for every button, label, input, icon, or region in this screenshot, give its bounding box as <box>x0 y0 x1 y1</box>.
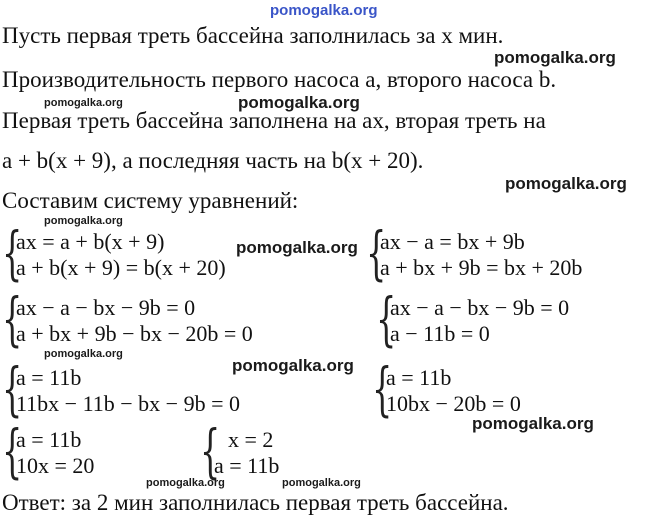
brace: { <box>2 355 23 423</box>
equation: ax − a = bx + 9b <box>380 229 525 254</box>
brace: { <box>200 417 221 485</box>
equation: a = 11b <box>214 453 280 478</box>
watermark: pomogalka.org <box>236 238 358 257</box>
equation: a = 11b <box>386 365 452 390</box>
brace: { <box>2 417 23 485</box>
text-line-1: Пусть первая треть бассейна заполнилась за x мин. <box>2 23 504 48</box>
watermark: pomogalka.org <box>472 414 594 433</box>
equation: ax − a − bx − 9b = 0 <box>16 295 196 320</box>
watermark: pomogalka.org <box>505 174 627 193</box>
equation: a + bx + 9b − bx − 20b = 0 <box>16 321 253 346</box>
watermark: pomogalka.org <box>146 477 225 489</box>
equation: a + bx + 9b = bx + 20b <box>380 255 583 280</box>
equation: a − 11b = 0 <box>390 321 490 346</box>
watermark: pomogalka.org <box>238 93 360 112</box>
watermark: pomogalka.org <box>282 477 361 489</box>
equation: a + b(x + 9) = b(x + 20) <box>16 255 226 280</box>
equation: a = 11b <box>16 365 82 390</box>
equation: 10bx − 20b = 0 <box>386 391 521 416</box>
brace: { <box>376 285 397 353</box>
equation: ax − a − bx − 9b = 0 <box>390 295 570 320</box>
brace: { <box>2 219 23 287</box>
equation: ax = a + b(x + 9) <box>16 229 165 254</box>
watermark: pomogalka.org <box>232 356 354 375</box>
brace: { <box>372 355 393 423</box>
equation: 11bx − 11b − bx − 9b = 0 <box>16 391 240 416</box>
watermark: pomogalka.org <box>44 215 123 227</box>
text-line-4: a + b(x + 9), а последняя часть на b(x + 20). <box>2 148 424 173</box>
equation: a = 11b <box>16 427 82 452</box>
watermark: pomogalka.org <box>44 97 123 109</box>
text-line-5: Составим систему уравнений: <box>2 188 299 213</box>
brace: { <box>366 219 387 287</box>
watermark: pomogalka.org <box>494 48 616 67</box>
text-line-2: Производительность первого насоса a, второго насоса b. <box>2 67 557 92</box>
answer-line: Ответ: за 2 мин заполнилась первая треть бассейна. <box>2 490 509 515</box>
equation: 10x = 20 <box>16 453 95 478</box>
brace: { <box>2 285 23 353</box>
watermark-top: pomogalka.org <box>270 2 378 19</box>
text-line-3: Первая треть бассейна заполнена на ax, вторая треть на <box>2 108 546 133</box>
watermark: pomogalka.org <box>44 348 123 360</box>
equation: x = 2 <box>228 427 274 452</box>
